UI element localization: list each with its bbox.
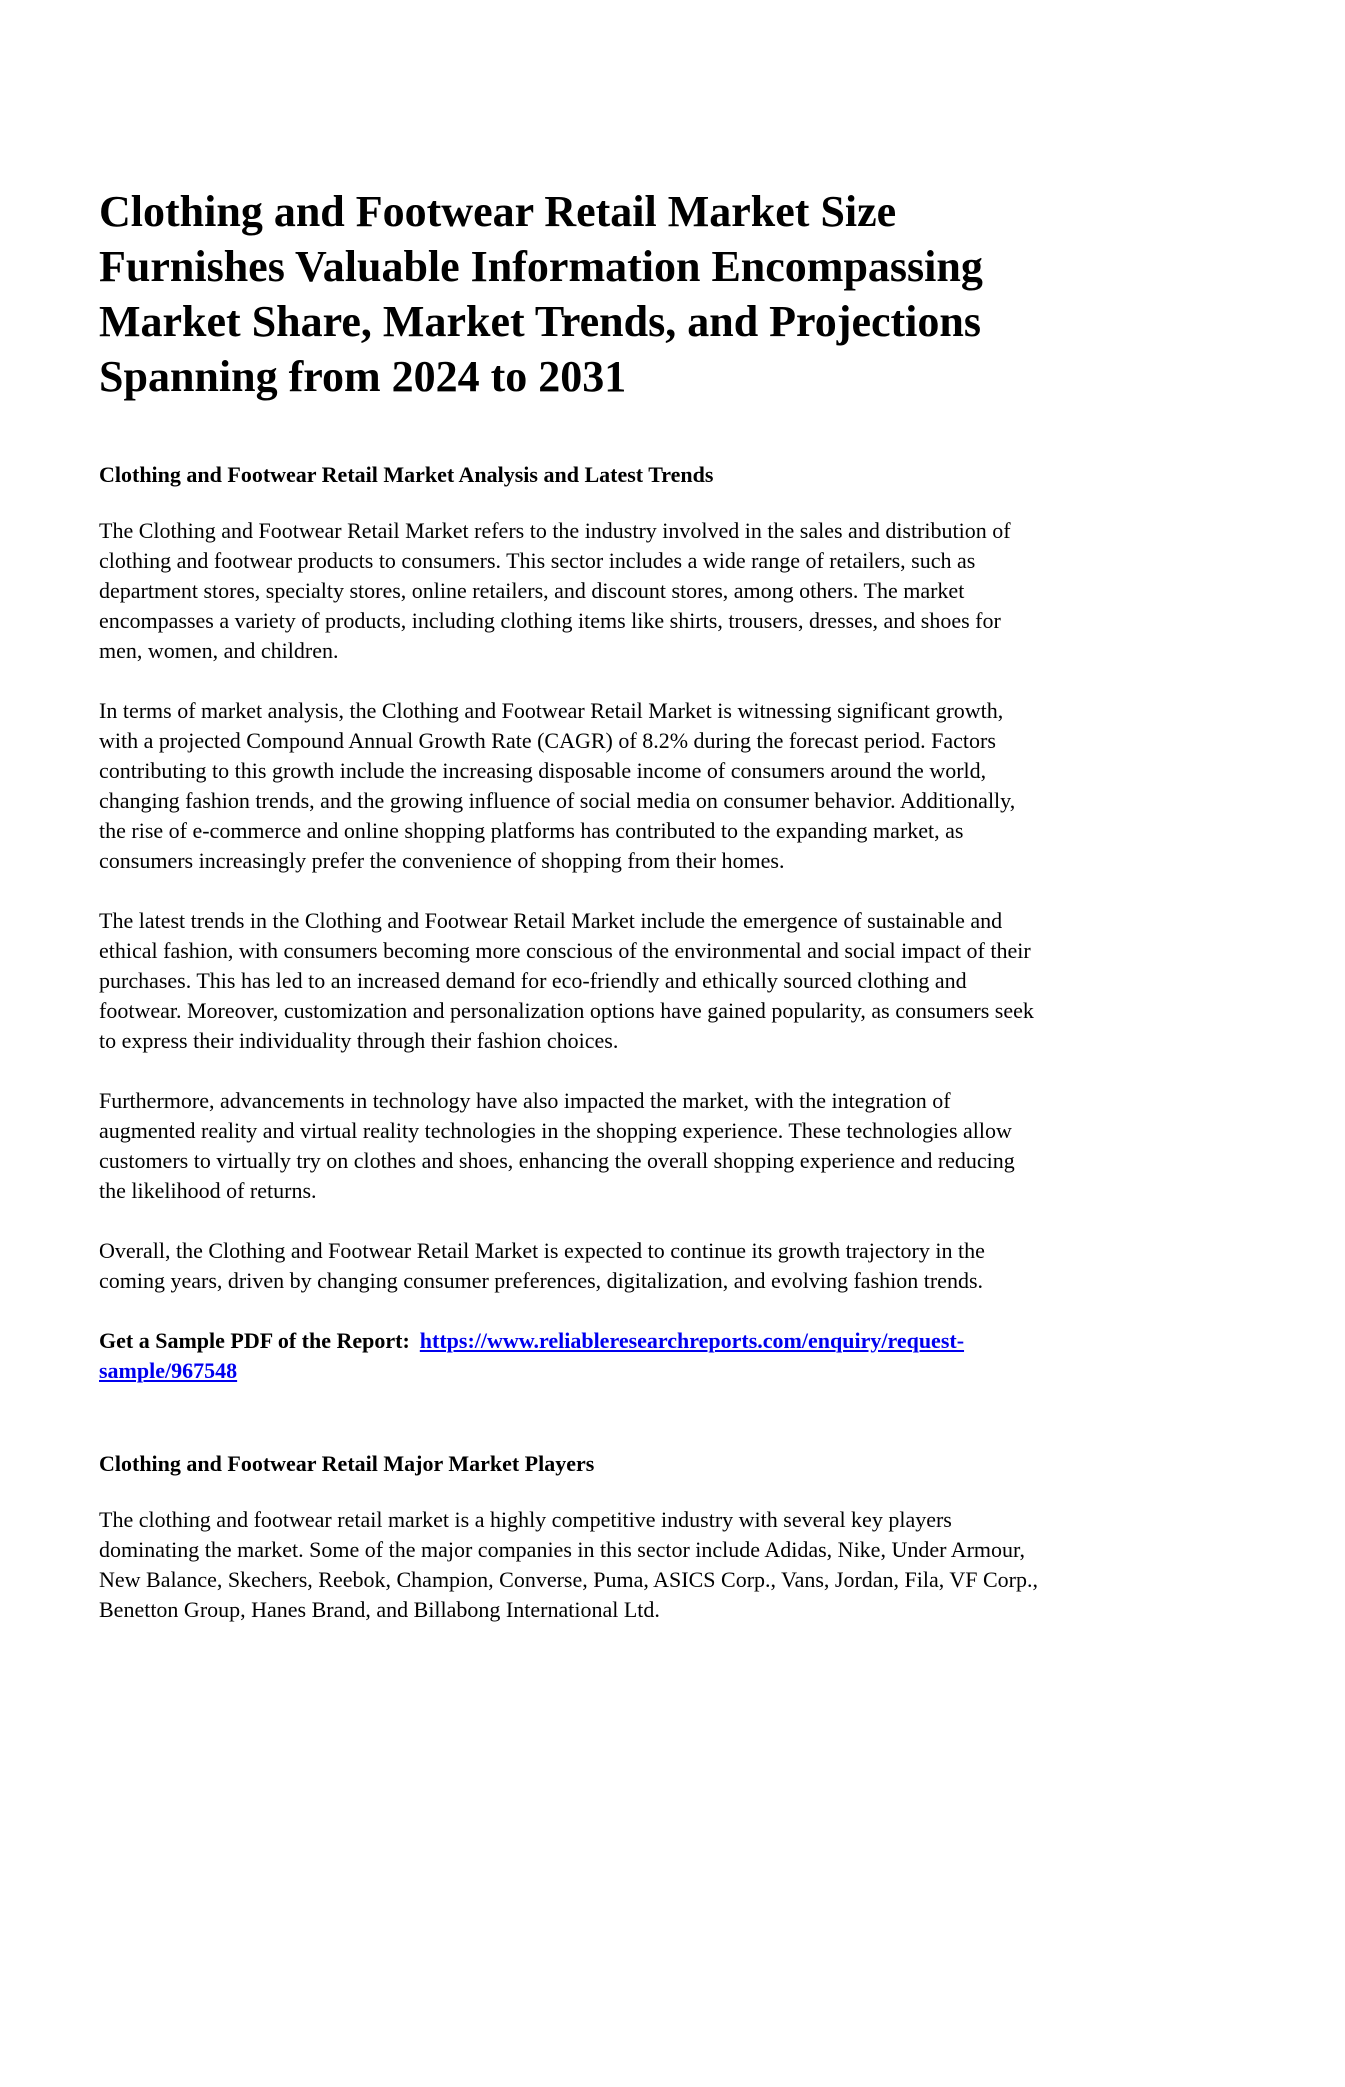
article-title: Clothing and Footwear Retail Market Size Furnishes Valuable Information Encompassing Market Share, Market Trends, and Projections Spanning from 2024 to 2031 — [99, 187, 983, 401]
paragraph-outlook: Overall, the Clothing and Footwear Retail Market is expected to continue its growth trajectory in the coming years, driven by changing consumer preferences, digitalization, and evolving fashion trends. — [99, 1238, 985, 1293]
paragraph-market-growth: In terms of market analysis, the Clothing and Footwear Retail Market is witnessing significant growth, with a projected Compound Annual Growth Rate (CAGR) of 8.2% during the forecast period. Factors contributing to this growth include the increasing disposable income of consumers around the world, changing fashion trends, and the growing influence of social media on consumer behavior. Additionally, the rise of e-commerce and online shopping platforms has contributed to the expanding market, as consumers increasingly prefer the convenience of shopping from their homes. — [99, 698, 1016, 873]
paragraph-latest-trends: The latest trends in the Clothing and Footwear Retail Market include the emergence of sustainable and ethical fashion, with consumers becoming more conscious of the environmental and social impact of their purchases. This has led to an increased demand for eco-friendly and ethically sourced clothing and footwear. Moreover, customization and personalization options have gained popularity, as consumers seek to express their individuality through their fashion choices. — [99, 908, 1034, 1053]
section-heading-major-market-players: Clothing and Footwear Retail Major Market Players — [99, 1451, 595, 1476]
paragraph-market-overview: The Clothing and Footwear Retail Market refers to the industry involved in the sales and distribution of clothing and footwear products to consumers. This sector includes a wide range of retailers, such as department stores, specialty stores, online retailers, and discount stores, among others. The market encompasses a variety of products, including clothing items like shirts, trousers, dresses, and shoes for men, women, and children. — [99, 518, 1011, 663]
sample-pdf-label: Get a Sample PDF of the Report: — [99, 1328, 410, 1353]
request-sample-link[interactable]: https://www.reliableresearchreports.com/enquiry/request-sample/967548 — [99, 1328, 965, 1383]
paragraph-major-players: The clothing and footwear retail market is a highly competitive industry with several key players dominating the market. Some of the major companies in this sector include Adidas, Nike, Under Armour, New Balance, Skechers, Reebok, Champion, Converse, Puma, ASICS Corp., Vans, Jordan, Fila, VF Corp., Benetton Group, Hanes Brand, and Billabong International Ltd. — [99, 1507, 1038, 1622]
paragraph-technology: Furthermore, advancements in technology have also impacted the market, with the integration of augmented reality and virtual reality technologies in the shopping experience. These technologies allow customers to virtually try on clothes and shoes, enhancing the overall shopping experience and reducing the likelihood of returns. — [99, 1088, 1015, 1203]
report-article — [99, 184, 1039, 1625]
sample-pdf-line — [99, 1326, 1039, 1386]
section-heading-market-analysis: Clothing and Footwear Retail Market Analysis and Latest Trends — [99, 462, 714, 487]
